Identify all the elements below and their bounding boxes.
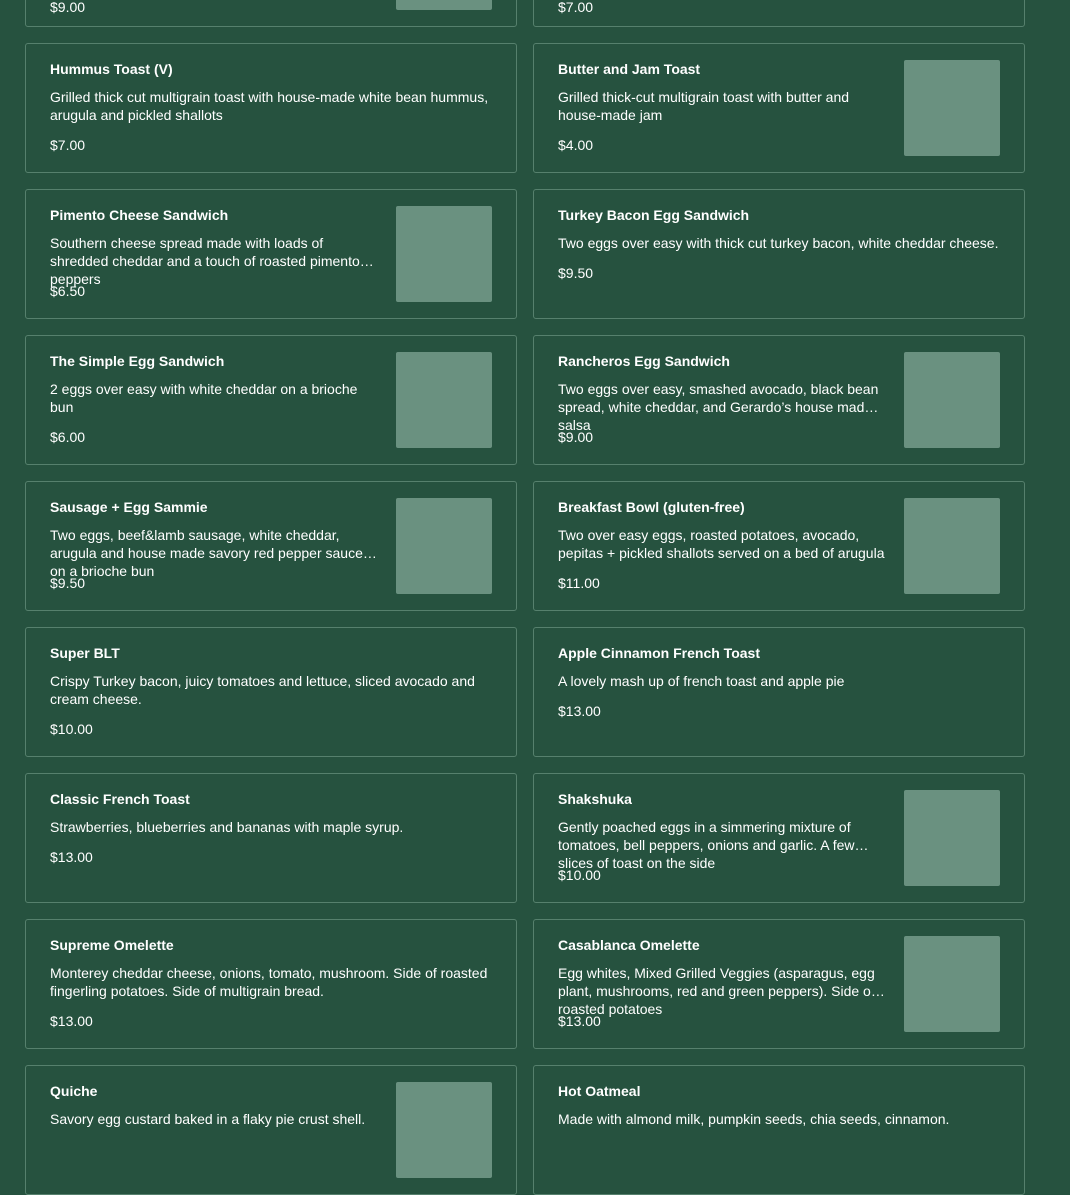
menu-item-description: Made with almond milk, pumpkin seeds, chia seeds, cinnamon. <box>558 1111 950 1127</box>
menu-item-photo <box>396 1082 492 1178</box>
menu-item-photo <box>904 936 1000 1032</box>
menu-item-price: $10.00 <box>558 867 601 883</box>
menu-item-name: The Simple Egg Sandwich <box>50 353 225 369</box>
menu-items-grid <box>25 0 1025 1195</box>
menu-item-text <box>558 1082 1000 1194</box>
menu-item-description: Two over easy eggs, roasted potatoes, avocado, pepitas + pickled shallots served on a bed of arugula <box>558 527 885 561</box>
menu-item-photo <box>396 0 492 10</box>
menu-item-description: Monterey cheddar cheese, onions, tomato, mushroom. Side of roasted fingerling potatoes. Side of multigrain bread. <box>50 965 488 999</box>
menu-item-card[interactable] <box>533 0 1025 27</box>
menu-item-price: $6.00 <box>50 429 86 445</box>
menu-item-card[interactable] <box>25 1065 517 1195</box>
menu-item-price: $9.50 <box>50 575 86 591</box>
menu-item-text <box>50 352 378 464</box>
menu-item-name: Pimento Cheese Sandwich <box>50 207 229 223</box>
menu-item-text <box>558 60 886 172</box>
menu-item-price: $4.00 <box>558 137 594 153</box>
menu-item-description: Two eggs over easy, smashed avocado, black bean spread, white cheddar, and Gerardo’s house made salsa <box>558 381 879 433</box>
menu-item-price: $6.50 <box>50 283 86 299</box>
menu-item-card[interactable] <box>533 189 1025 319</box>
menu-item-description: Egg whites, Mixed Grilled Veggies (asparagus, egg plant, mushrooms, red and green peppers). Side of roasted potatoes <box>558 965 875 1017</box>
menu-item-text <box>558 352 886 464</box>
menu-item-text <box>558 498 886 610</box>
menu-item-name: Super BLT <box>50 645 120 661</box>
menu-item-card[interactable] <box>533 1065 1025 1195</box>
menu-item-text <box>50 206 378 318</box>
menu-item-description: 2 eggs over easy with white cheddar on a brioche bun <box>50 381 358 415</box>
menu-item-text <box>558 0 1000 26</box>
menu-item-text <box>558 206 1000 318</box>
menu-item-description: A lovely mash up of french toast and apple pie <box>558 673 845 689</box>
menu-item-text <box>50 498 378 610</box>
menu-item-photo <box>904 352 1000 448</box>
menu-item-name: Apple Cinnamon French Toast <box>558 645 760 661</box>
menu-item-description: Gently poached eggs in a simmering mixture of tomatoes, bell peppers, onions and garlic. A few slices of toast on the side <box>558 819 855 871</box>
menu-item-photo <box>396 498 492 594</box>
menu-item-card[interactable] <box>25 0 517 27</box>
menu-item-price: $13.00 <box>50 1013 93 1029</box>
menu-item-text <box>50 0 378 26</box>
menu-item-price: $13.00 <box>558 1013 601 1029</box>
menu-item-card[interactable] <box>533 335 1025 465</box>
menu-item-price: $13.00 <box>50 849 93 865</box>
menu-item-name: Sausage + Egg Sammie <box>50 499 208 515</box>
menu-item-name: Breakfast Bowl (gluten-free) <box>558 499 745 515</box>
menu-item-card[interactable] <box>25 919 517 1049</box>
menu-item-text <box>50 790 492 902</box>
menu-item-photo <box>904 60 1000 156</box>
menu-item-description: Grilled thick cut multigrain toast with house-made white bean hummus, arugula and pickled shallots <box>50 89 489 123</box>
menu-item-description: Savory egg custard baked in a flaky pie crust shell. <box>50 1111 366 1127</box>
menu-item-photo <box>396 206 492 302</box>
menu-item-price: $10.00 <box>50 721 93 737</box>
menu-item-photo <box>396 352 492 448</box>
menu-item-name: Supreme Omelette <box>50 937 174 953</box>
menu-item-text <box>558 790 886 902</box>
menu-item-card[interactable] <box>25 335 517 465</box>
menu-item-price: $9.00 <box>50 0 86 15</box>
menu-item-card[interactable] <box>25 481 517 611</box>
menu-item-card[interactable] <box>533 627 1025 757</box>
menu-item-description: Southern cheese spread made with loads of shredded cheddar and a touch of roasted pimento peppers <box>50 235 360 287</box>
menu-item-description: Grilled thick-cut multigrain toast with butter and house-made jam <box>558 89 850 123</box>
menu-item-description: Strawberries, blueberries and bananas with maple syrup. <box>50 819 404 835</box>
menu-item-name: Hot Oatmeal <box>558 1083 641 1099</box>
menu-item-name: Butter and Jam Toast <box>558 61 701 77</box>
menu-item-name: Rancheros Egg Sandwich <box>558 353 730 369</box>
menu-item-price: $9.50 <box>558 265 594 281</box>
menu-item-price: $13.00 <box>558 703 601 719</box>
menu-item-name: Turkey Bacon Egg Sandwich <box>558 207 750 223</box>
menu-item-text <box>50 60 492 172</box>
menu-item-photo <box>904 498 1000 594</box>
menu-item-price: $11.00 <box>558 575 600 591</box>
menu-item-card[interactable] <box>533 43 1025 173</box>
menu-item-text <box>558 936 886 1048</box>
menu-item-card[interactable] <box>533 919 1025 1049</box>
menu-item-text <box>50 1082 378 1194</box>
menu-item-card[interactable] <box>25 773 517 903</box>
menu-item-name: Hummus Toast (V) <box>50 61 173 77</box>
menu-item-text <box>50 936 492 1048</box>
menu-item-name: Casablanca Omelette <box>558 937 700 953</box>
menu-item-card[interactable] <box>533 481 1025 611</box>
menu-item-name: Classic French Toast <box>50 791 190 807</box>
menu-item-name: Quiche <box>50 1083 98 1099</box>
menu-item-description: Crispy Turkey bacon, juicy tomatoes and lettuce, sliced avocado and cream cheese. <box>50 673 475 707</box>
menu-item-photo <box>904 790 1000 886</box>
menu-item-price: $7.00 <box>50 137 86 153</box>
menu-item-price: $9.00 <box>558 429 594 445</box>
menu-item-card[interactable] <box>25 627 517 757</box>
menu-item-card[interactable] <box>533 773 1025 903</box>
menu-item-card[interactable] <box>25 189 517 319</box>
menu-item-text <box>50 644 492 756</box>
menu-item-name: Shakshuka <box>558 791 632 807</box>
menu-item-card[interactable] <box>25 43 517 173</box>
menu-item-text <box>558 644 1000 756</box>
menu-item-description: Two eggs, beef&lamb sausage, white cheddar, arugula and house made savory red pepper sauce on a brioche bun <box>50 527 363 579</box>
menu-item-price: $7.00 <box>558 0 594 15</box>
menu-item-description: Two eggs over easy with thick cut turkey bacon, white cheddar cheese. <box>558 235 999 251</box>
